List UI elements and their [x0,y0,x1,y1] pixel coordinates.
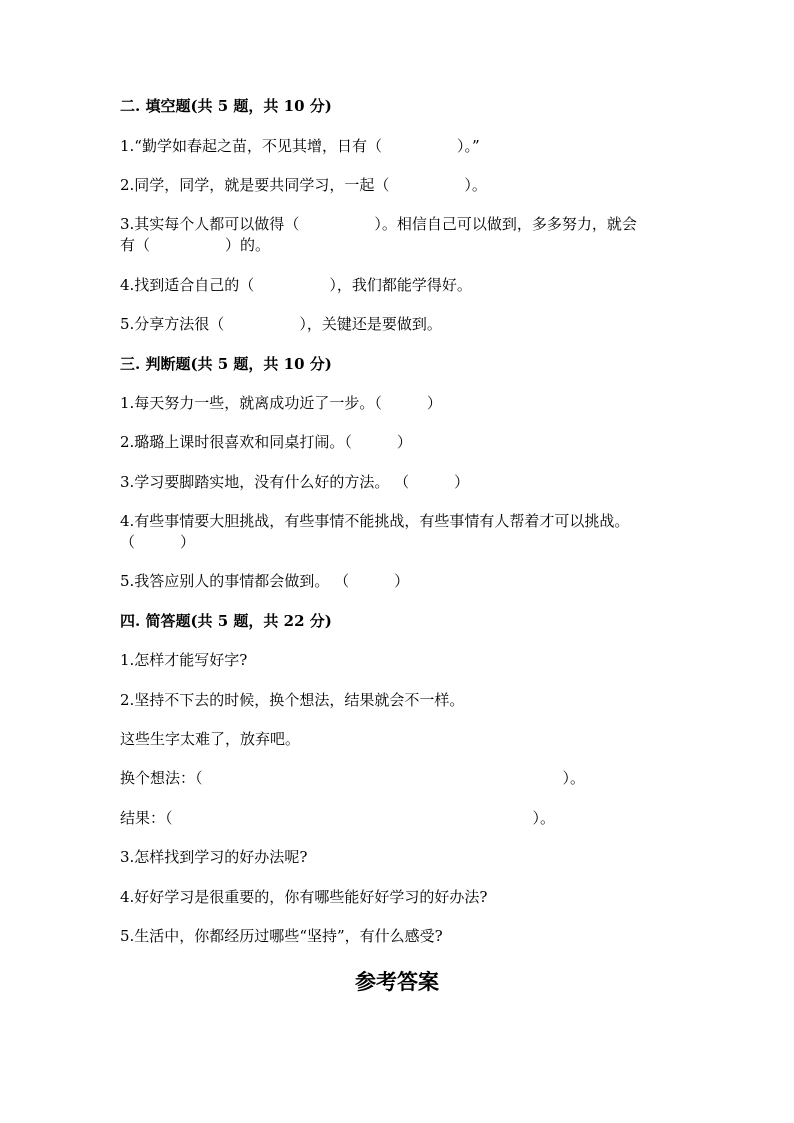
question-text: 5.生活中，你都经历过哪些“坚持”，有什么感受? [120,927,443,945]
question-text: 4.找到适合自己的（ ），我们都能学得好。 [120,276,472,294]
question-text: 4.好好学习是很重要的，你有哪些能好好学习的好办法? [120,888,488,906]
question-text: 5.我答应别人的事情都会做到。 （ ） [120,572,410,590]
section-heading-fill-in-blank: 二. 填空题(共 5 题，共 10 分) [120,97,332,115]
question-text: 2.璐璐上课时很喜欢和同桌打闹。（ ） [120,433,412,451]
question-text-continued: （ ） [120,533,196,551]
question-text: 5.分享方法很（ ），关键还是要做到。 [120,315,442,333]
question-subtext: 换个想法：（ ）。 [120,769,586,787]
question-text: 3.其实每个人都可以做得（ ）。相信自己可以做到，多多努力，就会 [120,215,637,233]
question-text: 1.怎样才能写好字? [120,651,248,669]
section-heading-short-answer: 四. 简答题(共 5 题，共 22 分) [120,612,332,630]
question-text: 3.怎样找到学习的好办法呢? [120,848,308,866]
question-text: 2.同学，同学，就是要共同学习，一起（ ）。 [120,176,487,194]
question-text: 3.学习要脚踏实地，没有什么好的方法。 （ ） [120,473,470,491]
question-text: 2.坚持不下去的时候，换个想法，结果就会不一样。 [120,691,465,709]
question-text: 1.每天努力一些，就离成功近了一步。（ ） [120,394,442,412]
answer-key-title: 参考答案 [355,969,439,994]
question-subtext: 结果：（ ）。 [120,809,556,827]
section-heading-true-false: 三. 判断题(共 5 题，共 10 分) [120,355,332,373]
question-text: 4.有些事情要大胆挑战，有些事情不能挑战，有些事情有人帮着才可以挑战。 [120,512,630,530]
question-text-continued: 有（ ）的。 [120,236,271,254]
question-text: 1.“勤学如春起之苗，不见其增，日有（ ）。” [120,137,480,155]
question-subtext: 这些生字太难了，放弃吧。 [120,730,301,748]
